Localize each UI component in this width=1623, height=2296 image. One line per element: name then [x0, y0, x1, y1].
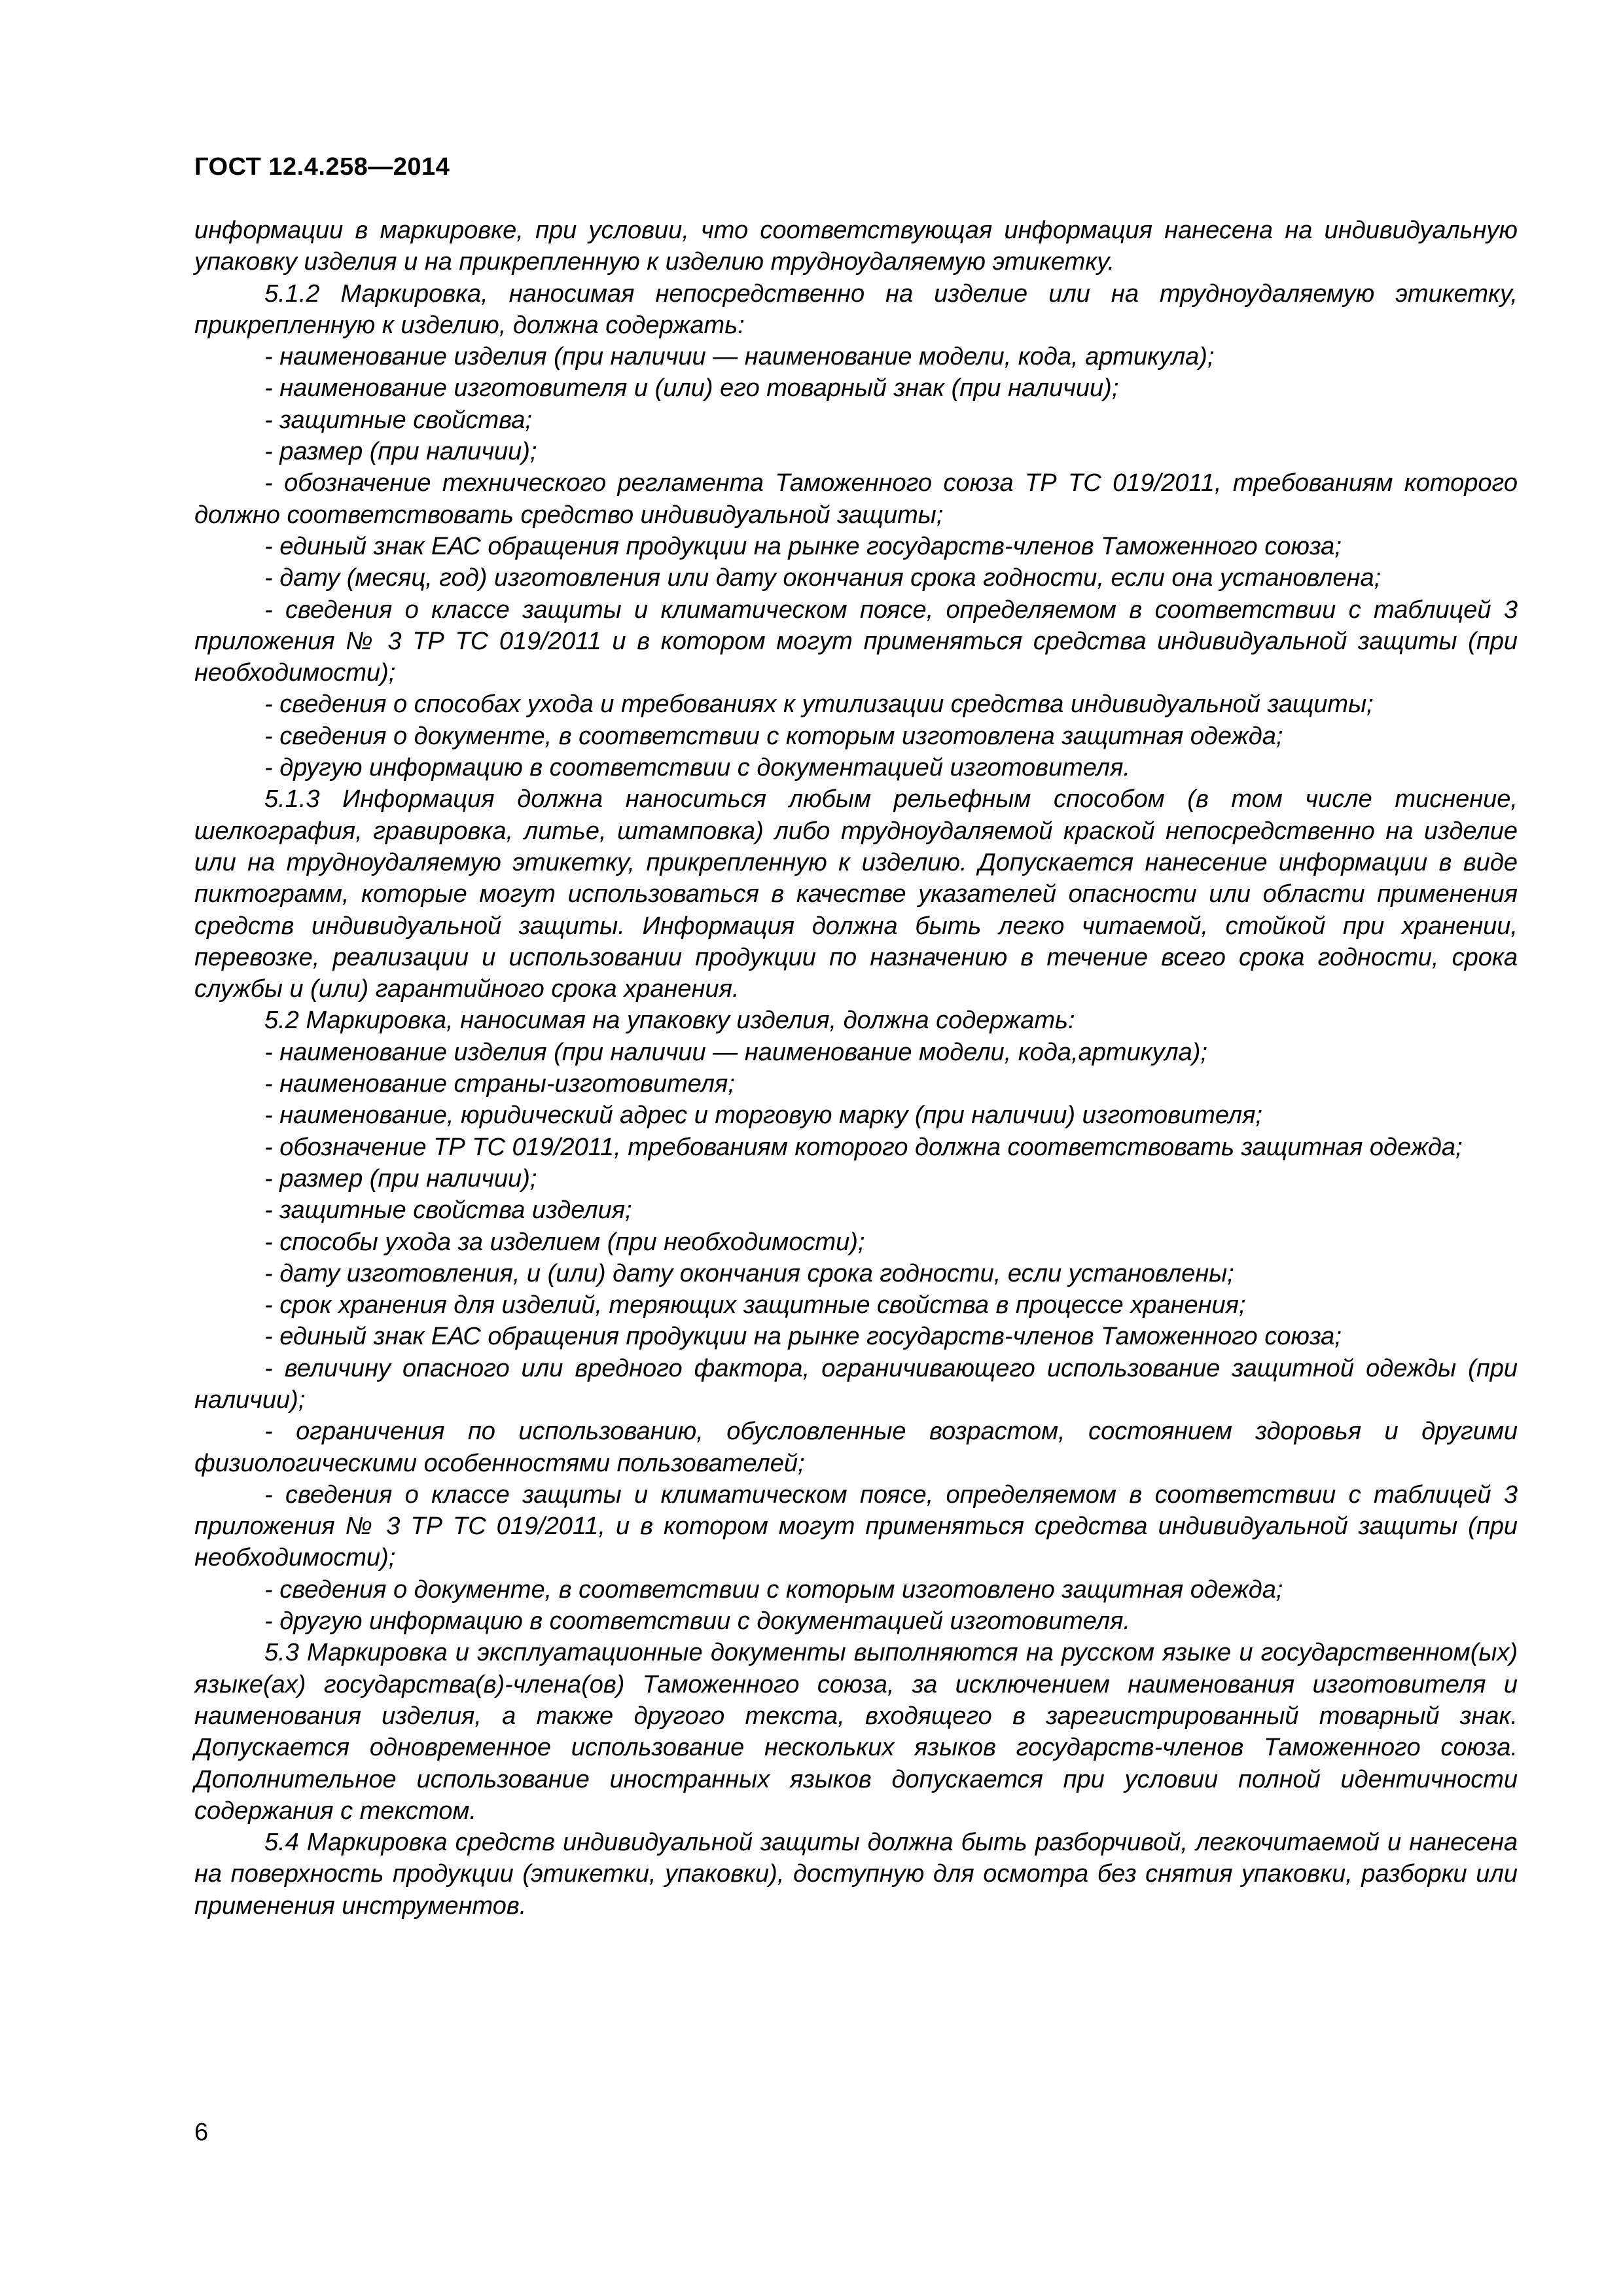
list-item: - единый знак ЕАС обращения продукции на рынке государств-членов Таможенного союза; [264, 1323, 1342, 1351]
list-item: - обозначение ТР ТС 019/2011, требованиям которого должна соответствовать защитная одежда; [264, 1133, 1463, 1161]
list-item: - дату изготовления, и (или) дату окончания срока годности, если установлены; [264, 1259, 1234, 1287]
list-item: - сведения о документе, в соответствии с которым изготовлена защитная одежда; [264, 722, 1283, 750]
list-item: - обозначение технического регламента Таможенного союза ТР ТС 019/2011, требованиям которого должно соответствовать средство индивидуальной защиты; [194, 469, 1518, 529]
list-item: - сведения о документе, в соответствии с которым изготовлено защитная одежда; [264, 1575, 1283, 1604]
list-item: - наименование изделия (при наличии — наименование модели, кода,артикула); [264, 1038, 1207, 1066]
paragraph-5-3: 5.3 Маркировка и эксплуатационные документы выполняются на русском языке и государственном(ых) языке(ах) государства(в)-члена(ов) Таможенного союза, за исключением наименования изготовителя и наименования изделия, а также другого текста, входящего в зарегистрированный товарный знак. Допускается одновременное использование нескольких языков государств-членов Таможенного союза. Дополнительное использование иностранных языков допускается при условии полной идентичности содержания с текстом. [194, 1639, 1518, 1825]
list-item: - единый знак ЕАС обращения продукции на рынке государств-членов Таможенного союза; [264, 532, 1342, 560]
paragraph-5-1-2: 5.1.2 Маркировка, наносимая непосредственно на изделие или на трудноудаляемую этикетку, прикрепленную к изделию, должна содержать: [194, 279, 1518, 339]
paragraph-5-2: 5.2 Маркировка, наносимая на упаковку изделия, должна содержать: [264, 1007, 1075, 1035]
list-item: - срок хранения для изделий, теряющих защитные свойства в процессе хранения; [264, 1291, 1246, 1319]
list-item: - наименование страны-изготовителя; [264, 1070, 735, 1098]
document-code-header: ГОСТ 12.4.258—2014 [194, 153, 450, 181]
list-item: - другую информацию в соответствии с документацией изготовителя. [264, 754, 1130, 782]
list-item: - размер (при наличии); [264, 438, 537, 466]
list-item: - ограничения по использованию, обусловленные возрастом, состоянием здоровья и другими физиологическими особенностями пользователей; [194, 1418, 1518, 1477]
paragraph-5-1-3: 5.1.3 Информация должна наноситься любым рельефным способом (в том числе тиснение, шелкография, гравировка, литье, штамповка) либо трудноудаляемой краской непосредственно на изделие или на трудноудаляемую этикетку, прикрепленную к изделию. Допускается нанесение информации в виде пиктограмм, которые могут использоваться в качестве указателей опасности или области применения средств индивидуальной защиты. Информация должна быть легко читаемой, стойкой при хранении, перевозке, реализации и использовании продукции по назначению в течение всего срока годности, срока службы и (или) гарантийного срока хранения. [194, 785, 1518, 1003]
list-item: - защитные свойства изделия; [264, 1196, 632, 1225]
list-item: - размер (при наличии); [264, 1164, 537, 1193]
list-item: - способы ухода за изделием (при необходимости); [264, 1228, 865, 1256]
list-item: - величину опасного или вредного фактора, ограничивающего использование защитной одежды (при наличии); [194, 1354, 1518, 1414]
paragraph-5-4: 5.4 Маркировка средств индивидуальной защиты должна быть разборчивой, легкочитаемой и нанесена на поверхность продукции (этикетки, упаковки), доступную для осмотра без снятия упаковки, разборки или применения инструментов. [194, 1829, 1518, 1920]
list-item: - защитные свойства; [264, 406, 532, 434]
document-body [194, 215, 1518, 1922]
page-number: 6 [194, 2119, 209, 2146]
list-item: - дату (месяц, год) изготовления или дату окончания срока годности, если она установлена; [264, 564, 1382, 592]
paragraph-continuation: информации в маркировке, при условии, что соответствующая информация нанесена на индивидуальную упаковку изделия и на прикрепленную к изделию трудноудаляемую этикетку. [194, 217, 1518, 276]
list-item: - сведения о способах ухода и требованиях к утилизации средства индивидуальной защиты; [264, 691, 1374, 719]
list-item: - наименование, юридический адрес и торговую марку (при наличии) изготовителя; [264, 1102, 1262, 1130]
list-item: - сведения о классе защиты и климатическом поясе, определяемом в соответствии с таблицей 3 приложения № 3 ТР ТС 019/2011, и в котором могут применяться средства индивидуальной защиты (при необходимости); [194, 1480, 1518, 1572]
list-item: - наименование изготовителя и (или) его товарный знак (при наличии); [264, 374, 1119, 403]
list-item: - наименование изделия (при наличии — наименование модели, кода, артикула); [264, 343, 1215, 371]
list-item: - сведения о классе защиты и климатическом поясе, определяемом в соответствии с таблицей 3 приложения № 3 ТР ТС 019/2011 и в котором могут применяться средства индивидуальной защиты (при необходимости); [194, 596, 1518, 687]
list-item: - другую информацию в соответствии с документацией изготовителя. [264, 1607, 1130, 1636]
